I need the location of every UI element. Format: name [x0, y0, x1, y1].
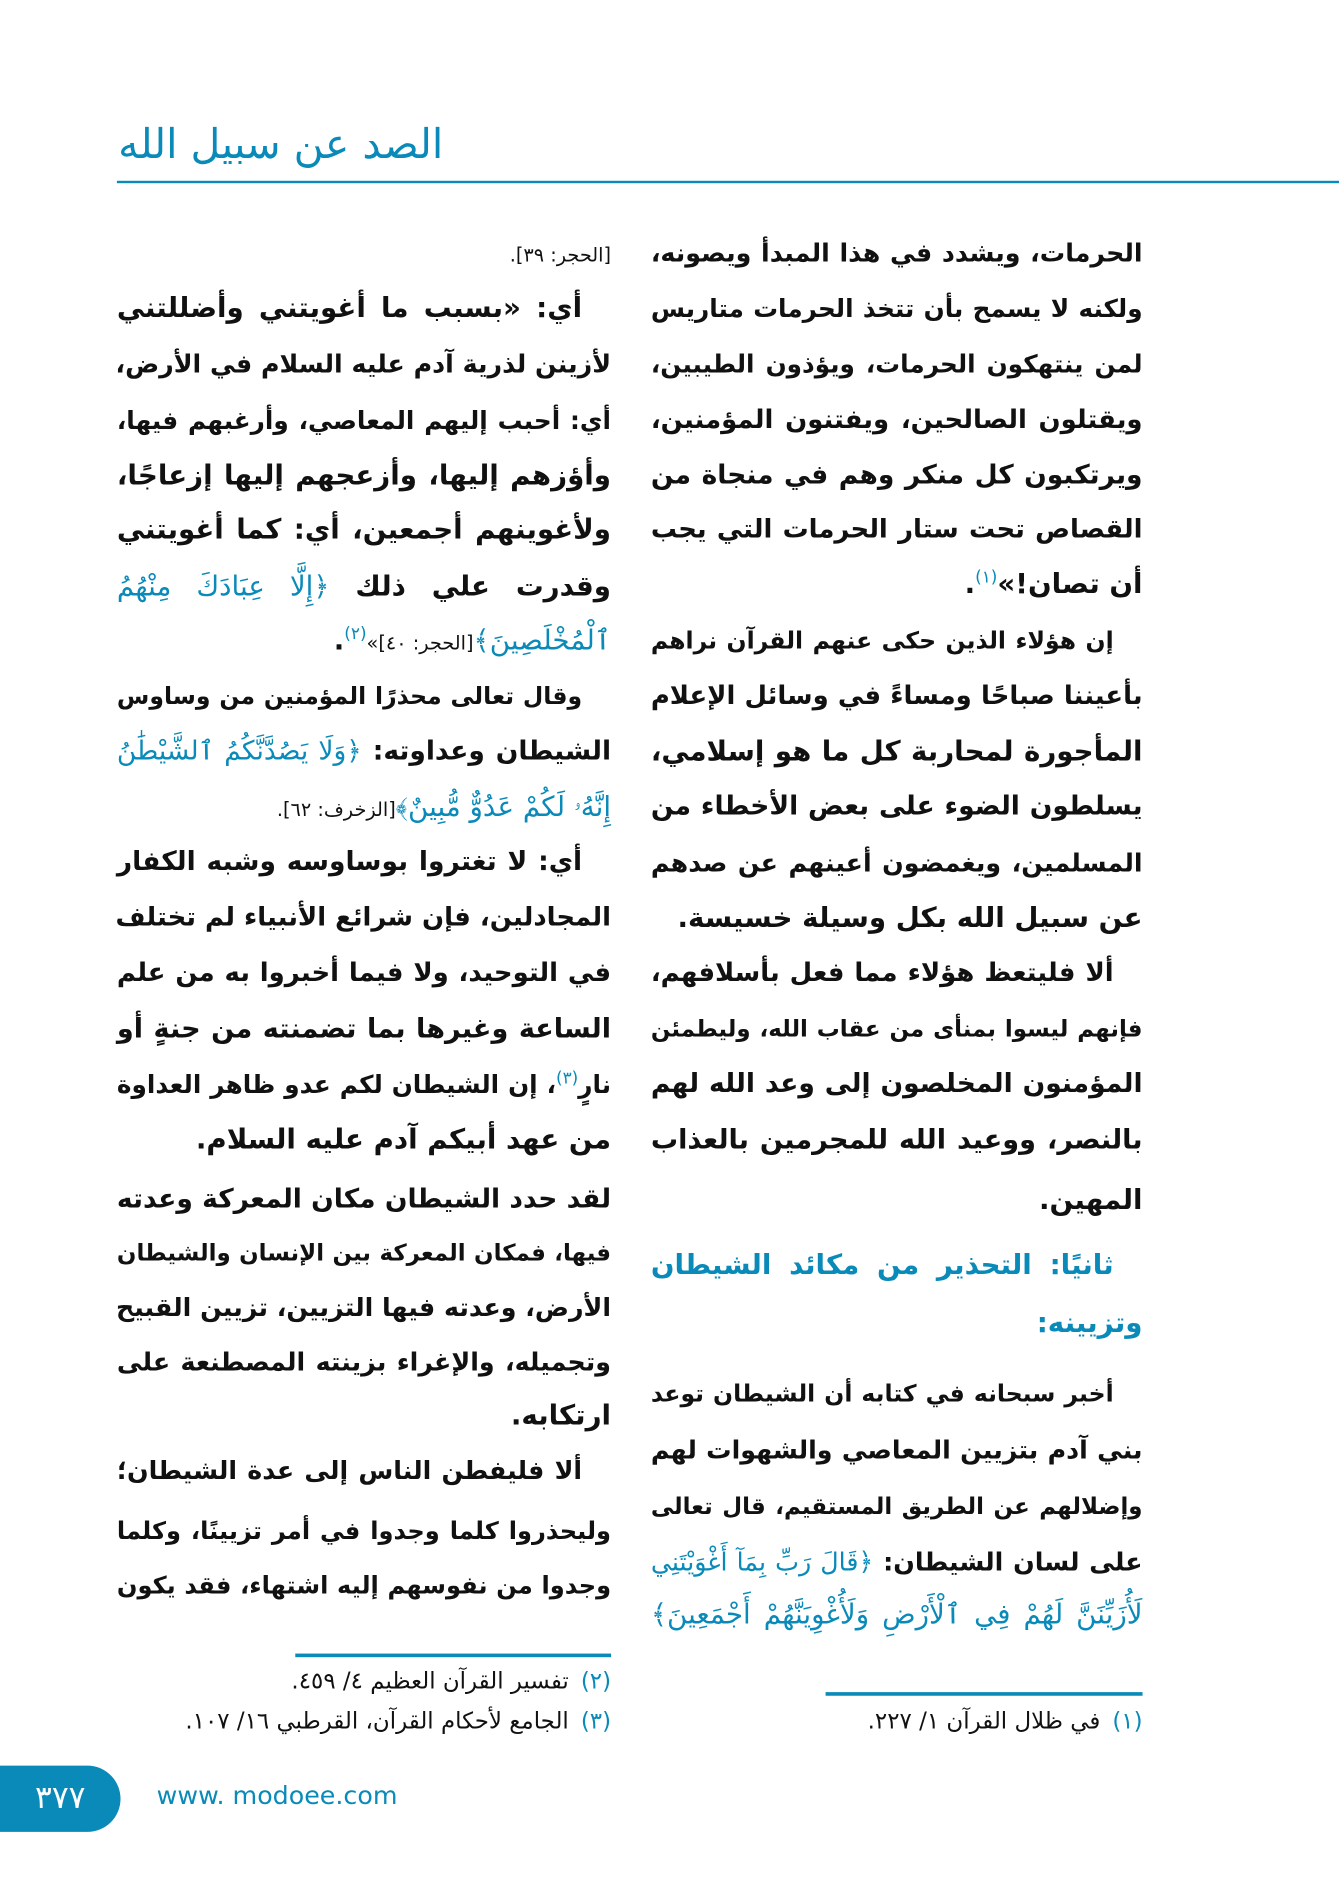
- body-text: ارتكابه.: [510, 1400, 612, 1432]
- body-text: فإنهم ليسوا بمنأى من عقاب الله، وليطمئن: [650, 1016, 1143, 1043]
- quran-verse: ﴿وَلَا يَصُدَّنَّكُمُ ٱلشَّيْطَٰنُ: [116, 736, 362, 767]
- body-text: لقد حدد الشيطان مكان المعركة وعدته: [116, 1184, 612, 1215]
- body-text: لأزينن لذرية آدم عليه السلام في الأرض،: [115, 349, 612, 379]
- text-line: [651, 617, 1143, 665]
- text-line: [651, 1005, 1143, 1053]
- body-text: أن تصان!»: [997, 568, 1143, 601]
- footnote-marker[interactable]: (١): [975, 568, 998, 588]
- footnote-number: (٣): [580, 1707, 612, 1735]
- body-text: ألا فليتعظ هؤلاء مما فعل بأسلافهم،: [650, 958, 1114, 989]
- body-text: إن هؤلاء الذين حكى عنهم القرآن نراهم: [650, 626, 1114, 655]
- text-line: [117, 229, 611, 277]
- text-line: [117, 1338, 611, 1386]
- text-line: [117, 1061, 611, 1109]
- body-text: وقال تعالى محذرًا المؤمنين من وساوس: [116, 682, 583, 710]
- text-line: [651, 1538, 1143, 1586]
- body-text: أي: لا تغتروا بوساوسه وشبه الكفار: [116, 847, 583, 878]
- body-text: نارٍ: [578, 1070, 612, 1100]
- body-text: المسلمين، ويغمضون أعينهم عن صدهم: [650, 848, 1143, 878]
- body-text: بني آدم بتزيين المعاصي والشهوات لهم: [650, 1435, 1143, 1465]
- footnote-text: في ظلال القرآن ١/ ٢٢٧.: [867, 1707, 1101, 1735]
- text-line: [117, 839, 611, 887]
- verse-reference: [الحجر: ٣٩].: [509, 243, 612, 267]
- quran-verse: إِنَّهُۥ لَكُمْ عَدُوٌّ مُّبِينٌ﴾: [395, 791, 612, 824]
- text-line: [651, 1299, 1143, 1347]
- body-text: ويقتلون الصالحين، ويفتنون المؤمنين،: [650, 404, 1143, 436]
- body-text: بأعيننا صباحًا ومساءً في وسائل الإعلام: [650, 680, 1143, 712]
- quran-verse: ٱلْمُخْلَصِينَ﴾: [473, 625, 612, 657]
- body-text: وتجميله، والإغراء بزينته المصطنعة على: [116, 1347, 612, 1377]
- footnote-marker[interactable]: (٢): [344, 624, 367, 645]
- text-line: [117, 950, 611, 998]
- text-line: [117, 1176, 611, 1224]
- body-text: لمن ينتهكون الحرمات، ويؤذون الطيبين،: [650, 349, 1143, 379]
- text-line: [651, 1116, 1143, 1164]
- text-line: [117, 1392, 611, 1440]
- body-text: ويرتكبون كل منكر وهم في منجاة من: [650, 460, 1143, 491]
- text-line: [651, 1370, 1143, 1418]
- body-text: وجدوا من نفوسهم إليه اشتهاء، فقد يكون: [116, 1570, 612, 1600]
- text-line: [651, 284, 1143, 332]
- text-line: [117, 783, 611, 831]
- section-heading: وتزيينه:: [1036, 1307, 1143, 1339]
- text-line: [117, 728, 611, 776]
- text-line: [117, 1561, 611, 1609]
- body-text: .: [964, 568, 976, 601]
- right-column: [651, 0, 1143, 1687]
- footnote: [291, 1668, 611, 1695]
- text-line: [651, 1426, 1143, 1474]
- text-line: [651, 1241, 1143, 1289]
- body-text: أخبر سبحانه في كتابه أن الشيطان توعد: [650, 1379, 1114, 1408]
- body-text: الساعة وغيرها بما تضمنته من جنةٍ أو: [116, 1013, 612, 1045]
- footnote-rule-left: [295, 1654, 611, 1658]
- body-text: الأرض، وعدته فيها التزيين، تزيين القبيح: [115, 1293, 612, 1323]
- body-text: وقدرت علي ذلك: [329, 571, 612, 603]
- body-text: المهين.: [1038, 1184, 1143, 1217]
- text-line: [651, 229, 1143, 277]
- text-line: [117, 506, 611, 554]
- text-line: [651, 1591, 1143, 1639]
- text-line: [651, 839, 1143, 887]
- body-text: عن سبيل الله بكل وسيلة خسيسة.: [677, 902, 1143, 935]
- footnote: [868, 1708, 1143, 1735]
- body-text: وأؤزهم إليها، وأزعجهم إليها إزعاجًا،: [116, 460, 612, 492]
- body-text: ولأغوينهم أجمعين، أي: كما أغويتني: [116, 514, 612, 546]
- quran-verse: ﴿قَالَ رَبِّ بِمَآ أَغْوَيْتَنِي: [650, 1547, 874, 1577]
- text-line: [117, 617, 611, 665]
- body-text: وإضلالهم عن الطريق المستقيم، قال تعالى: [650, 1493, 1143, 1520]
- section-heading: ثانيًا: التحذير من مكائد الشيطان: [650, 1249, 1114, 1282]
- text-line: [117, 397, 611, 445]
- text-line: [651, 397, 1143, 445]
- body-text: من عهد أبيكم آدم عليه السلام.: [195, 1124, 612, 1156]
- website-url[interactable]: www. modoee.com: [156, 1781, 398, 1811]
- text-line: [651, 1482, 1143, 1530]
- text-line: [117, 340, 611, 388]
- text-line: [651, 506, 1143, 554]
- body-text: الحرمات، ويشدد في هذا المبدأ ويصونه،: [650, 238, 1143, 268]
- footnote: [185, 1708, 611, 1735]
- text-line: [117, 894, 611, 942]
- body-text: ، إن الشيطان لكم عدو ظاهر العداوة: [116, 1070, 557, 1100]
- text-line: [117, 1446, 611, 1494]
- left-column: [117, 0, 611, 1687]
- text-line: [117, 673, 611, 721]
- body-text: فيها، فمكان المعركة بين الإنسان والشيطان: [116, 1240, 612, 1267]
- text-line: [651, 340, 1143, 388]
- text-line: [117, 1229, 611, 1277]
- body-text: وليحذروا كلما وجدوا في أمر تزيينًا، وكلما: [116, 1516, 612, 1546]
- body-text: المؤمنون المخلصون إلى وعد الله لهم: [650, 1069, 1143, 1100]
- text-line: [117, 1507, 611, 1555]
- quran-verse: لَأُزَيِّنَنَّ لَهُمْ فِي ٱلْأَرْضِ وَلَأُغْوِيَنَّهُمْ أَجْمَعِينَ﴾: [650, 1599, 1143, 1631]
- body-text: على لسان الشيطان:: [873, 1547, 1143, 1577]
- text-line: [651, 894, 1143, 942]
- page-number-badge: ٣٧٧: [0, 1766, 121, 1832]
- body-text: في التوحيد، ولا فيما أخبروا به من علم: [116, 958, 612, 989]
- footnote-marker[interactable]: (٣): [556, 1069, 579, 1089]
- footnote-number: (١): [1112, 1707, 1143, 1735]
- text-line: [651, 452, 1143, 500]
- footnote-rule-right: [826, 1692, 1143, 1696]
- footnote-number: (٢): [580, 1668, 612, 1695]
- body-text: المجادلين، فإن شرائع الأنبياء لم تختلف: [115, 902, 612, 933]
- body-text: أي: أحبب إليهم المعاصي، وأرغبهم فيها،: [116, 406, 612, 436]
- body-text: الشيطان وعداوته:: [361, 736, 612, 767]
- footnote-text: تفسير القرآن العظيم ٤/ ٤٥٩.: [291, 1668, 569, 1695]
- body-text: بالنصر، ووعيد الله للمجرمين بالعذاب: [650, 1124, 1143, 1156]
- body-text: القصاص تحت ستار الحرمات التي يجب: [650, 514, 1143, 545]
- verse-reference: [الزخرف: ٦٢].: [276, 797, 396, 821]
- body-text: ألا فليفطن الناس إلى عدة الشيطان؛: [116, 1455, 583, 1485]
- text-line: [651, 560, 1143, 608]
- text-line: [117, 1284, 611, 1332]
- quran-verse: ﴿إِلَّا عِبَادَكَ مِنْهُمُ: [116, 571, 330, 603]
- text-line: [651, 1176, 1143, 1224]
- text-line: [651, 1061, 1143, 1109]
- verse-reference: [الحجر: ٤٠]»: [366, 631, 474, 655]
- body-text: .: [333, 625, 345, 657]
- body-text: المأجورة لمحاربة كل ما هو إسلامي،: [650, 736, 1143, 768]
- text-line: [651, 673, 1143, 721]
- body-text: ولكنه لا يسمح بأن تتخذ الحرمات متاريس: [650, 294, 1143, 323]
- body-text: يسلطون الضوء على بعض الأخطاء من: [650, 791, 1143, 822]
- text-line: [651, 950, 1143, 998]
- running-header-title: الصد عن سبيل الله: [118, 120, 444, 169]
- footnote-text: الجامع لأحكام القرآن، القرطبي ١٦/ ١٠٧.: [185, 1707, 569, 1735]
- text-line: [117, 1116, 611, 1164]
- text-line: [117, 1005, 611, 1053]
- text-line: [651, 728, 1143, 776]
- text-line: [117, 563, 611, 611]
- text-line: [651, 783, 1143, 831]
- text-line: [117, 452, 611, 500]
- text-line: [117, 284, 611, 332]
- body-text: أي: «بسبب ما أغويتني وأضللتني: [116, 292, 583, 325]
